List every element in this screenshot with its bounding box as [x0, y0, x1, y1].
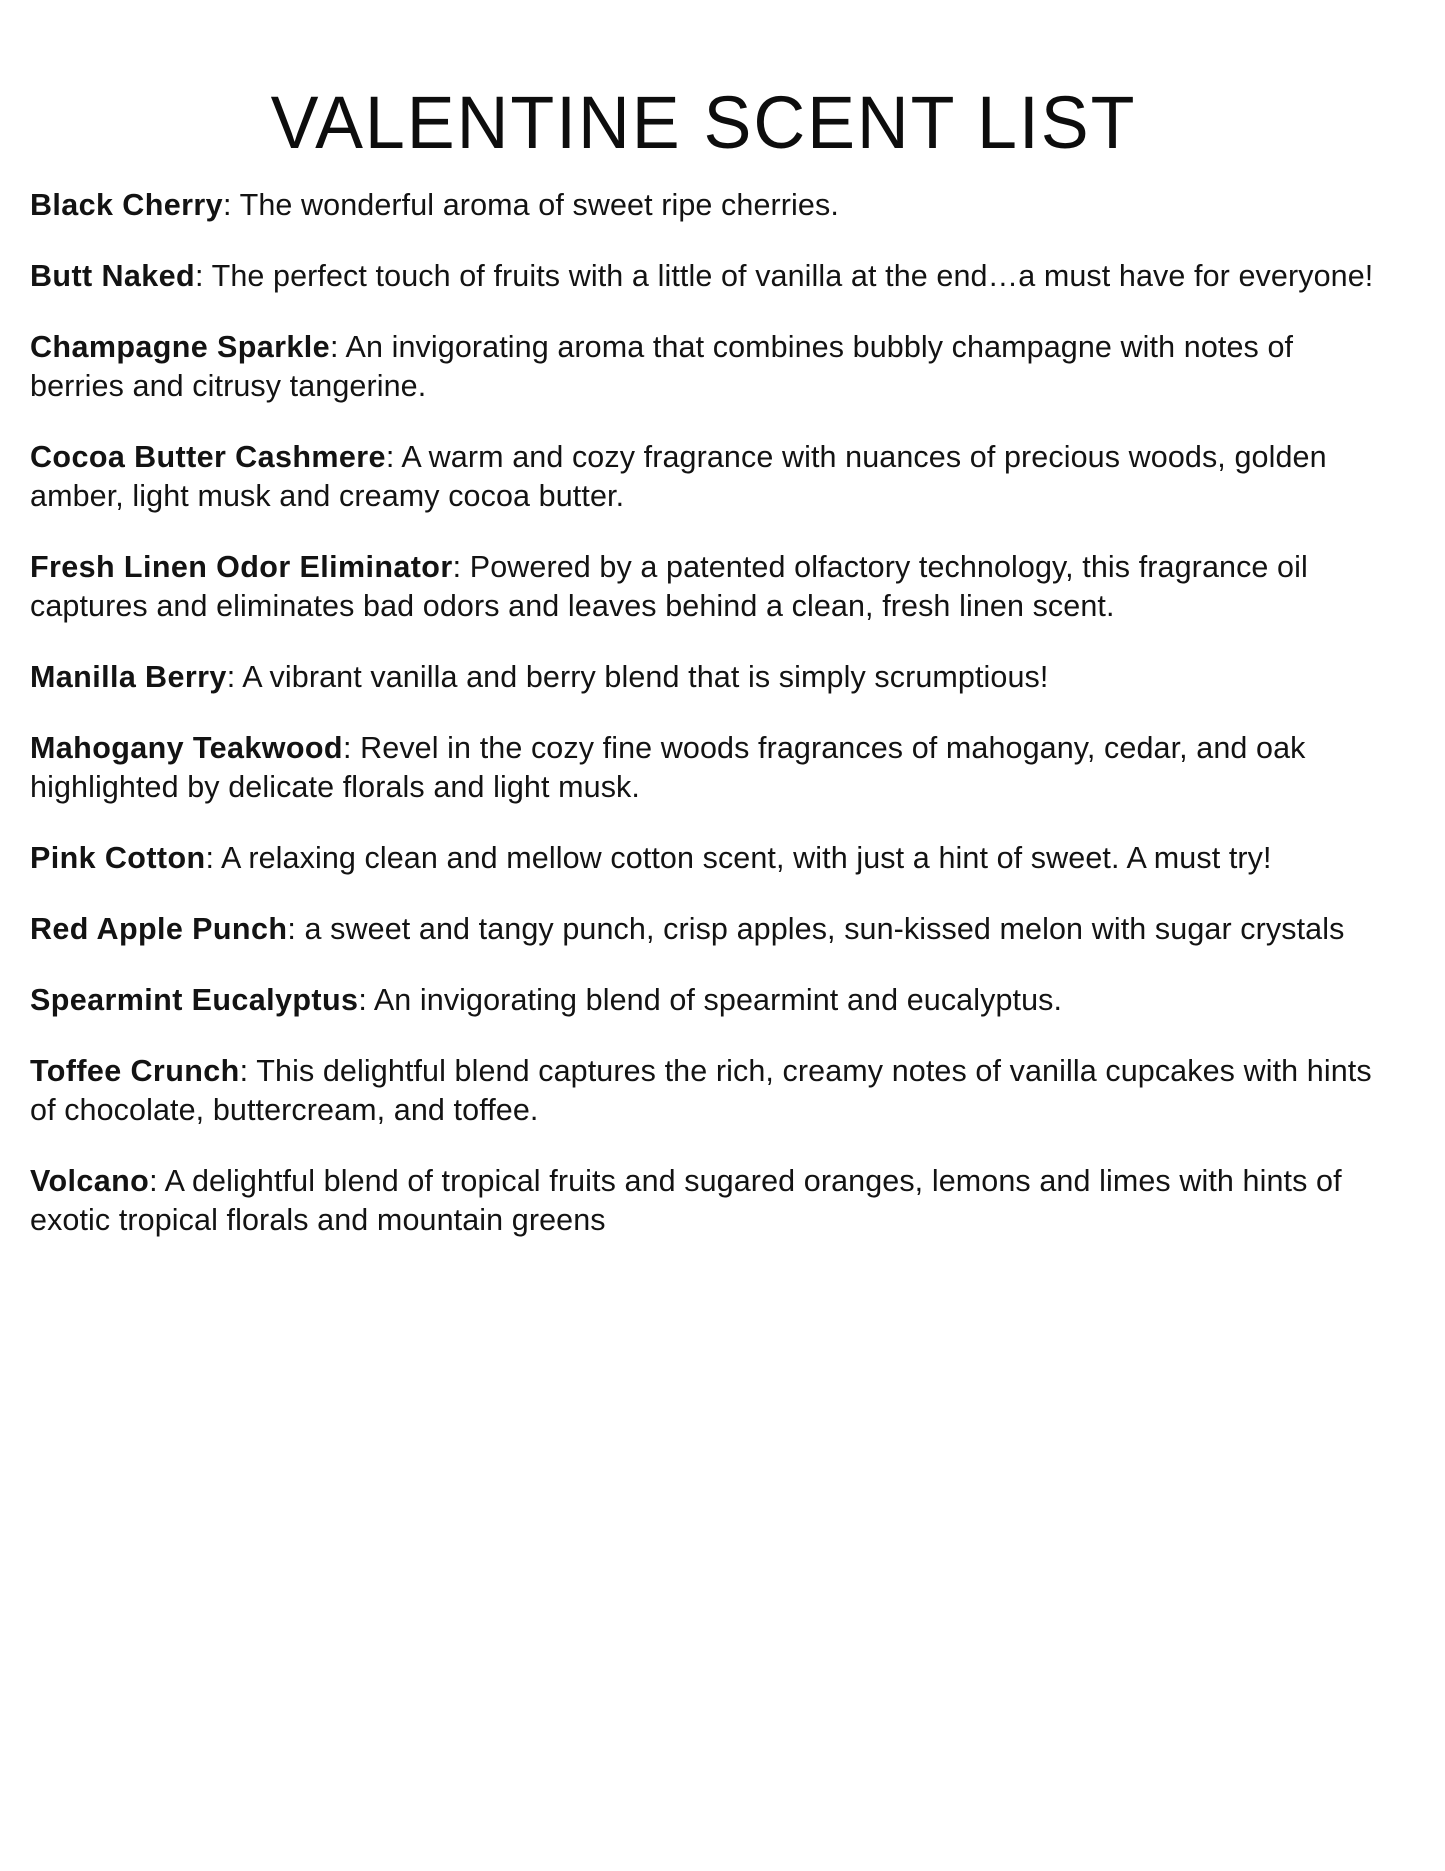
scent-description: An invigorating aroma that combines bubbly champagne with notes of berries and citrusy tangerine.	[30, 329, 1294, 403]
scent-name: Volcano	[30, 1164, 150, 1199]
scent-separator: :	[239, 1054, 257, 1089]
scent-description: a sweet and tangy punch, crisp apples, sun-kissed melon with sugar crystals	[304, 912, 1345, 947]
scent-description: A delightful blend of tropical fruits and sugared oranges, lemons and limes with hints of exotic tropical florals and mountain greens	[30, 1164, 1342, 1238]
list-item	[30, 257, 1377, 296]
scent-separator: :	[205, 841, 221, 876]
scent-separator: :	[342, 730, 361, 765]
scent-separator: :	[358, 983, 374, 1018]
scent-description: The wonderful aroma of sweet ripe cherries.	[239, 187, 839, 222]
list-item	[30, 729, 1377, 807]
scent-name: Champagne Sparkle	[30, 329, 331, 364]
scent-name: Cocoa Butter Cashmere	[30, 439, 386, 474]
scent-description: A warm and cozy fragrance with nuances of precious woods, golden amber, light musk and creamy cocoa butter.	[30, 439, 1327, 513]
scent-description: An invigorating blend of spearmint and eucalyptus.	[373, 983, 1063, 1018]
scent-separator: :	[385, 439, 402, 474]
list-item	[30, 328, 1377, 406]
scent-separator: :	[195, 258, 212, 293]
scent-separator: :	[330, 329, 346, 364]
scent-description: Powered by a patented olfactory technology, this fragrance oil captures and eliminates bad odors and leaves behind a clean, fresh linen scent.	[30, 549, 1308, 623]
scent-name: Spearmint Eucalyptus	[30, 983, 359, 1018]
scent-separator: :	[149, 1164, 165, 1199]
scent-name: Manilla Berry	[30, 659, 227, 694]
scent-name: Fresh Linen Odor Eliminator	[30, 549, 453, 584]
scent-separator: :	[222, 187, 240, 222]
scent-separator: :	[452, 549, 470, 584]
scent-name: Black Cherry	[30, 187, 223, 222]
scent-name: Red Apple Punch	[30, 912, 288, 947]
scent-name: Pink Cotton	[30, 841, 206, 876]
scent-name: Toffee Crunch	[30, 1054, 240, 1089]
scent-description: Revel in the cozy fine woods fragrances of mahogany, cedar, and oak highlighted by delicate florals and light musk.	[30, 730, 1306, 804]
scent-list	[30, 186, 1377, 1241]
scent-description: A relaxing clean and mellow cotton scent, with just a hint of sweet. A must try!	[221, 841, 1272, 876]
list-item	[30, 548, 1377, 626]
list-item	[30, 1162, 1377, 1240]
list-item	[30, 438, 1377, 516]
list-item	[30, 981, 1377, 1020]
list-item	[30, 910, 1377, 949]
list-item	[30, 839, 1377, 878]
scent-name: Butt Naked	[30, 258, 195, 293]
scent-description: A vibrant vanilla and berry blend that is simply scrumptious!	[242, 659, 1049, 694]
list-item	[30, 1052, 1377, 1130]
scent-separator: :	[226, 659, 243, 694]
page-title: VALENTINE SCENT LIST	[270, 81, 1137, 164]
scent-description: This delightful blend captures the rich, creamy notes of vanilla cupcakes with hints of chocolate, buttercream, and toffee.	[30, 1054, 1372, 1128]
scent-separator: :	[287, 912, 305, 947]
list-item	[30, 658, 1377, 697]
scent-description: The perfect touch of fruits with a little of vanilla at the end…a must have for everyone!	[211, 258, 1374, 293]
list-item	[30, 186, 1377, 225]
scent-name: Mahogany Teakwood	[30, 730, 343, 765]
